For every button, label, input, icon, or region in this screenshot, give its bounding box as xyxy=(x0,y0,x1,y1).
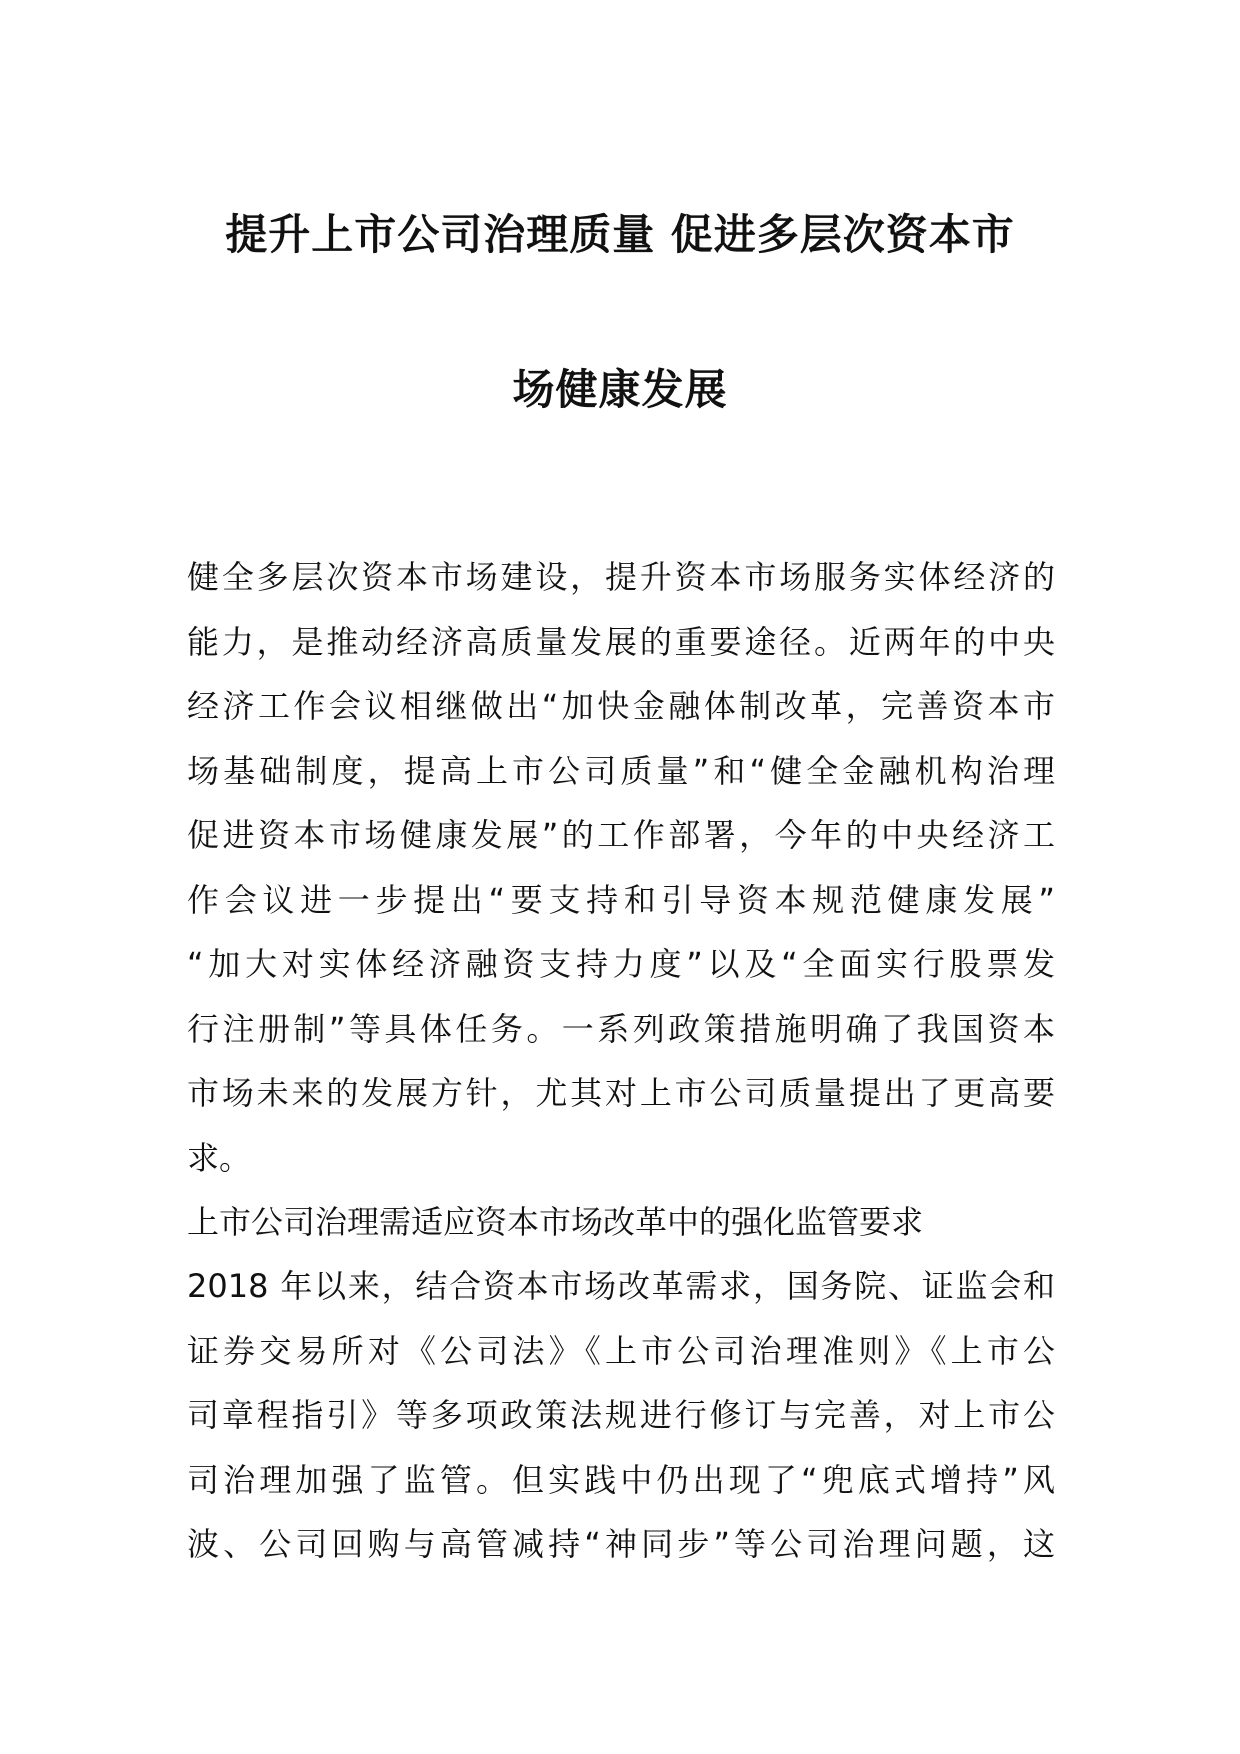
paragraph-line: 波、公司回购与高管减持“神同步”等公司治理问题，这 xyxy=(187,1525,1055,1563)
paragraph-line: 行注册制”等具体任务。一系列政策措施明确了我国资本 xyxy=(187,1009,1055,1048)
body-paragraph xyxy=(187,1254,1055,1577)
section-heading xyxy=(187,1190,1055,1255)
document-title-line-2: 场健康发展 xyxy=(512,365,728,414)
paragraph-line: 场基础制度，提高上市公司质量”和“健全金融机构治理 xyxy=(187,751,1055,790)
paragraph-line: 司治理加强了监管。但实践中仍出现了“兜底式增持”风 xyxy=(187,1460,1055,1499)
paragraph-line: 作会议进一步提出“要支持和引导资本规范健康发展” xyxy=(187,880,1055,919)
paragraph-line: 市场未来的发展方针，尤其对上市公司质量提出了更高要 xyxy=(187,1074,1055,1112)
intro-paragraph xyxy=(187,545,1055,1190)
paragraph-line: 证券交易所对《公司法》《上市公司治理准则》《上市公 xyxy=(187,1331,1055,1370)
paragraph-line: 健全多层次资本市场建设，提升资本市场服务实体经济的 xyxy=(187,558,1055,596)
paragraph-line: “加大对实体经济融资支持力度”以及“全面实行股票发 xyxy=(187,945,1055,983)
paragraph-line: 求。 xyxy=(187,1138,252,1177)
paragraph-line: 司章程指引》等多项政策法规进行修订与完善，对上市公 xyxy=(187,1396,1055,1434)
paragraph-line: 2018 年以来，结合资本市场改革需求，国务院、证监会和 xyxy=(187,1267,1055,1305)
paragraph-line: 经济工作会议相继做出“加快金融体制改革，完善资本市 xyxy=(187,687,1055,725)
paragraph-line: 促进资本市场健康发展”的工作部署，今年的中央经济工 xyxy=(187,816,1055,854)
document-title-line-1: 提升上市公司治理质量 促进多层次资本市 xyxy=(225,210,1015,259)
section-heading-text: 上市公司治理需适应资本市场改革中的强化监管要求 xyxy=(187,1203,924,1241)
paragraph-line: 能力，是推动经济高质量发展的重要途径。近两年的中央 xyxy=(187,622,1055,661)
